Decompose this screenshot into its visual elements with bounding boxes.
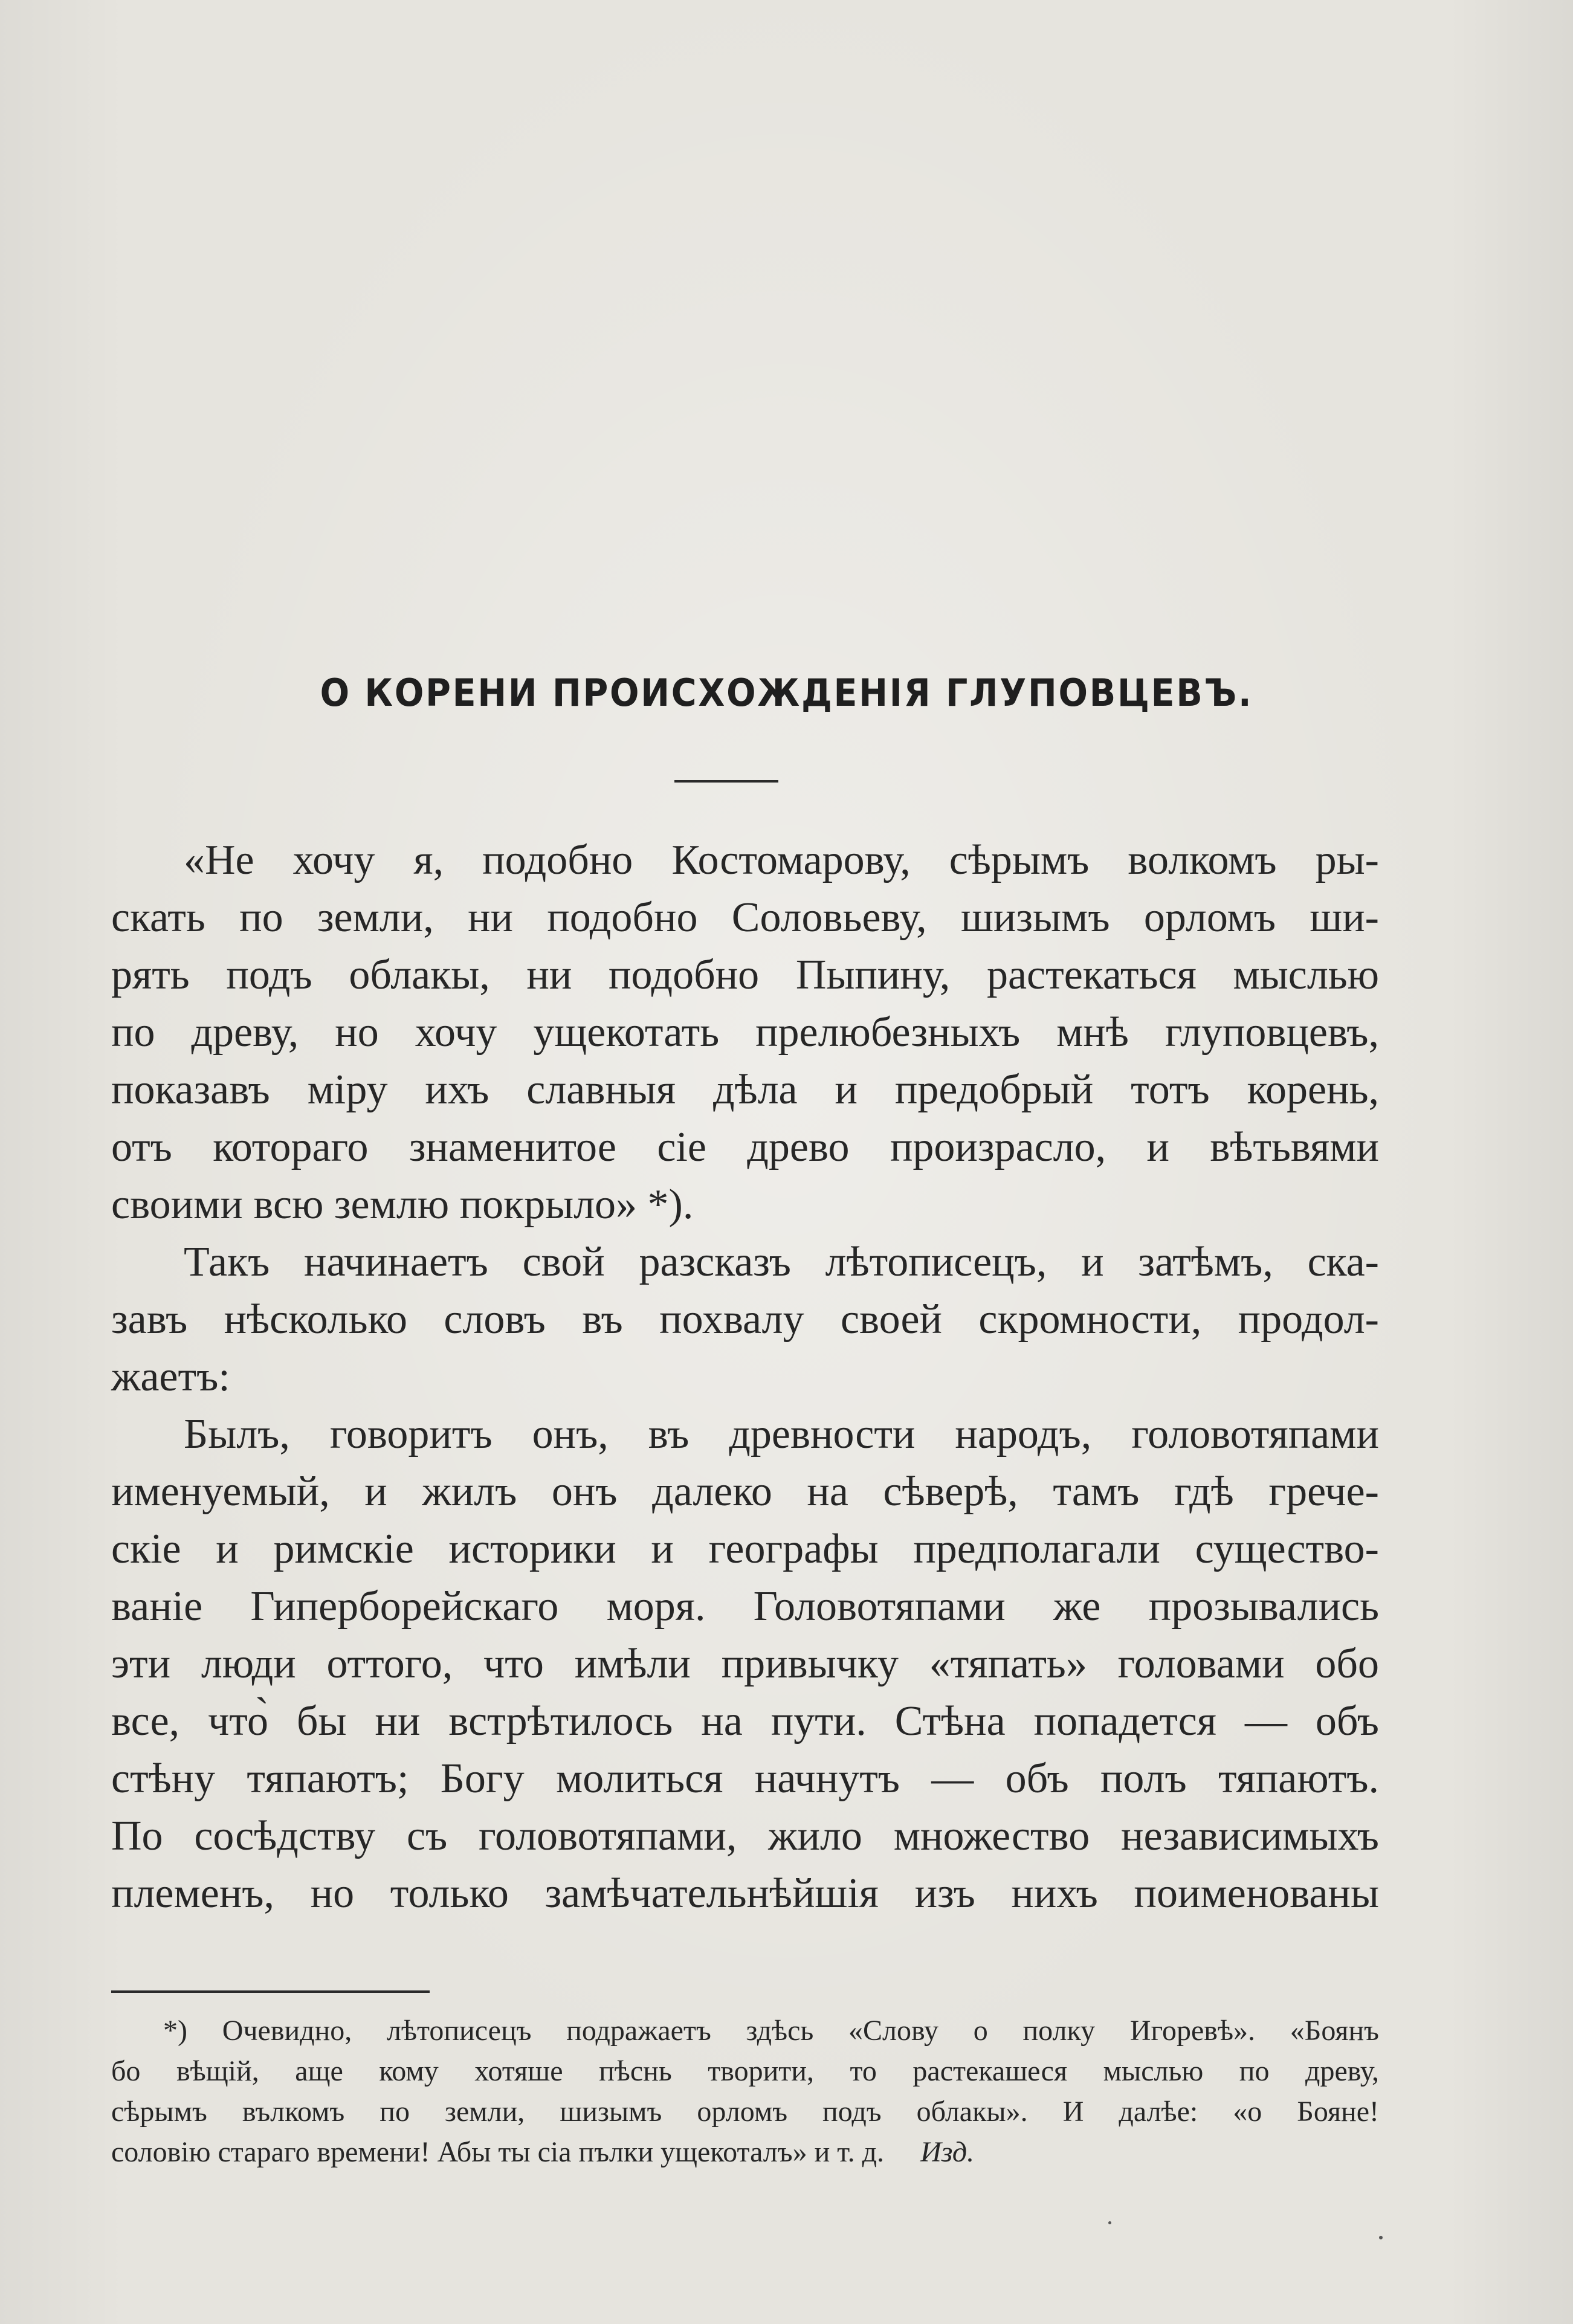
title-divider: [674, 780, 778, 783]
text-line: жаетъ:: [111, 1354, 230, 1400]
text-line: эти люди оттого, что имѣли привычку «тяпать» головами обо: [111, 1641, 1379, 1687]
text-line: именуемый, и жилъ онъ далеко на сѣверѣ, тамъ гдѣ грече-: [111, 1468, 1379, 1515]
text-line: по древу, но хочу ущекотать прелюбезныхъ мнѣ глуповцевъ,: [111, 1009, 1379, 1056]
text-line: завъ нѣсколько словъ въ похвалу своей скромности, продол-: [111, 1296, 1379, 1343]
footnote: [111, 2010, 1379, 2172]
text-line: По сосѣдству съ головотяпами, жило множество независимыхъ: [111, 1813, 1379, 1859]
footnote-line: сѣрымъ вълкомъ по земли, шизымъ орломъ подъ облакы». И далѣе: «о Бояне!: [111, 2096, 1379, 2128]
text-line: стѣну тяпаютъ; Богу молиться начнутъ — объ полъ тяпаютъ.: [111, 1755, 1379, 1802]
footnote-line-text: соловію стараго времени! Абы ты сіа пълки ущекоталъ» и т. д.: [111, 2136, 885, 2168]
footnote-line: бо вѣщій, аще кому хотяше пѣснь творити, то растекашеся мыслью по древу,: [111, 2055, 1379, 2087]
footnote-line: [111, 2132, 1379, 2172]
text-line: скать по земли, ни подобно Соловьеву, шизымъ орломъ ши-: [111, 894, 1379, 941]
footnote-line: *) Очевидно, лѣтописецъ подражаетъ здѣсь «Слову о полку Игоревѣ». «Боянъ: [163, 2015, 1379, 2047]
editor-mark: Изд.: [920, 2136, 975, 2168]
text-line: Былъ, говоритъ онъ, въ древности народъ, головотяпами: [184, 1411, 1379, 1457]
text-line: скіе и римскіе историки и географы предполагали существо-: [111, 1526, 1379, 1572]
body-text: [111, 831, 1379, 1922]
text-line: показавъ міру ихъ славныя дѣла и предобрый тотъ корень,: [111, 1067, 1379, 1113]
text-line: племенъ, но только замѣчательнѣйшія изъ нихъ поименованы: [111, 1870, 1379, 1917]
text-line: отъ котораго знаменитое сіе древо произрасло, и вѣтьвями: [111, 1124, 1379, 1170]
chapter-title: О КОРЕНИ ПРОИСХОЖДЕНІЯ ГЛУПОВЦЕВЪ.: [320, 671, 1253, 715]
text-line: «Не хочу я, подобно Костомарову, сѣрымъ волкомъ ры-: [184, 837, 1379, 883]
print-speck: [1379, 2236, 1383, 2239]
text-line: все, что̀ бы ни встрѣтилось на пути. Стѣна попадется — объ: [111, 1698, 1379, 1745]
footnote-divider: [111, 1990, 430, 1993]
text-line: ваніе Гиперборейскаго моря. Головотяпами же прозывались: [111, 1583, 1379, 1630]
print-speck: [1108, 2221, 1111, 2224]
text-line: Такъ начинаетъ свой разсказъ лѣтописецъ, и затѣмъ, ска-: [184, 1239, 1379, 1285]
text-line: рять подъ облакы, ни подобно Пыпину, растекаться мыслью: [111, 952, 1379, 998]
text-line: своими всю землю покрыло» *).: [111, 1181, 694, 1228]
